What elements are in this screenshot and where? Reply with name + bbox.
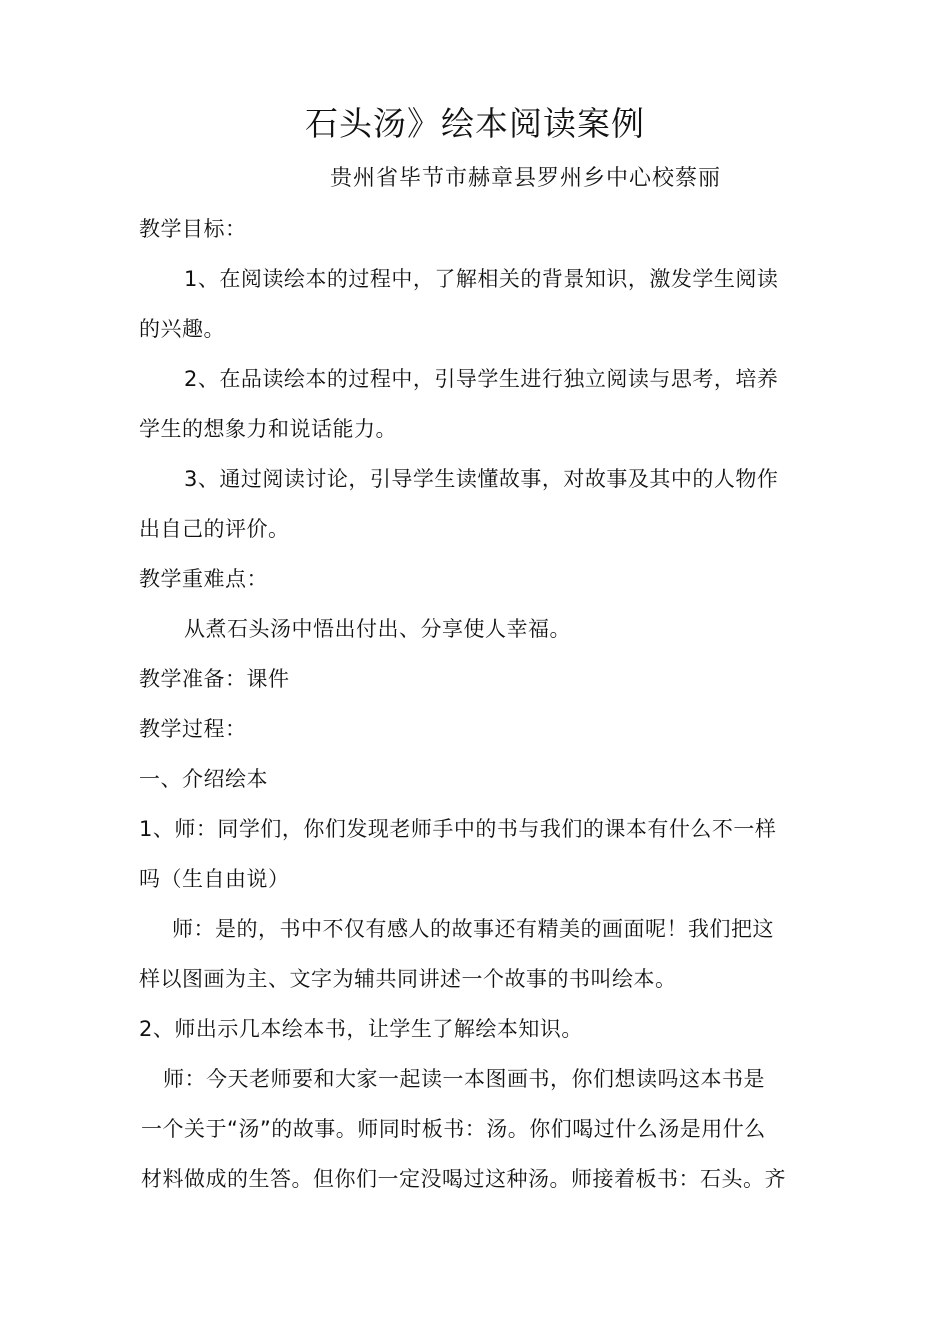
paragraph-line: 1、师：同学们，你们发现老师手中的书与我们的课本有什么不一样 <box>139 817 777 841</box>
heading-key-points: 教学重难点： <box>139 567 268 591</box>
heading-objectives: 教学目标： <box>139 217 247 241</box>
paragraph-line: 1、在阅读绘本的过程中，了解相关的背景知识，激发学生阅读 <box>184 267 779 291</box>
author-line: 贵州省毕节市赫章县罗州乡中心校蔡丽 <box>330 166 722 191</box>
paragraph-line: 一个关于“汤”的故事。师同时板书：汤。你们喝过什么汤是用什么 <box>141 1117 766 1141</box>
paragraph-line: 吗（生自由说） <box>139 867 290 891</box>
heading-preparation: 教学准备：课件 <box>139 667 290 691</box>
paragraph-line: 2、在品读绘本的过程中，引导学生进行独立阅读与思考，培养 <box>184 367 779 391</box>
section-heading: 一、介绍绘本 <box>139 767 268 791</box>
paragraph-line: 样以图画为主、文字为辅共同讲述一个故事的书叫绘本。 <box>139 967 677 991</box>
heading-process: 教学过程： <box>139 717 247 741</box>
paragraph-line: 从煮石头汤中悟出付出、分享使人幸福。 <box>184 617 571 641</box>
paragraph-line: 出自己的评价。 <box>139 517 290 541</box>
paragraph-line: 材料做成的生答。但你们一定没喝过这种汤。师接着板书：石头。齐 <box>141 1167 786 1191</box>
paragraph-line: 师：今天老师要和大家一起读一本图画书，你们想读吗这本书是 <box>163 1067 765 1091</box>
paragraph-line: 师：是的，书中不仅有感人的故事还有精美的画面呢！我们把这 <box>172 917 774 941</box>
paragraph-line: 学生的想象力和说话能力。 <box>139 417 397 441</box>
paragraph-line: 2、师出示几本绘本书，让学生了解绘本知识。 <box>139 1017 583 1041</box>
document-title: 石头汤》绘本阅读案例 <box>305 104 645 143</box>
paragraph-line: 3、通过阅读讨论，引导学生读懂故事，对故事及其中的人物作 <box>184 467 779 491</box>
paragraph-line: 的兴趣。 <box>139 317 225 341</box>
